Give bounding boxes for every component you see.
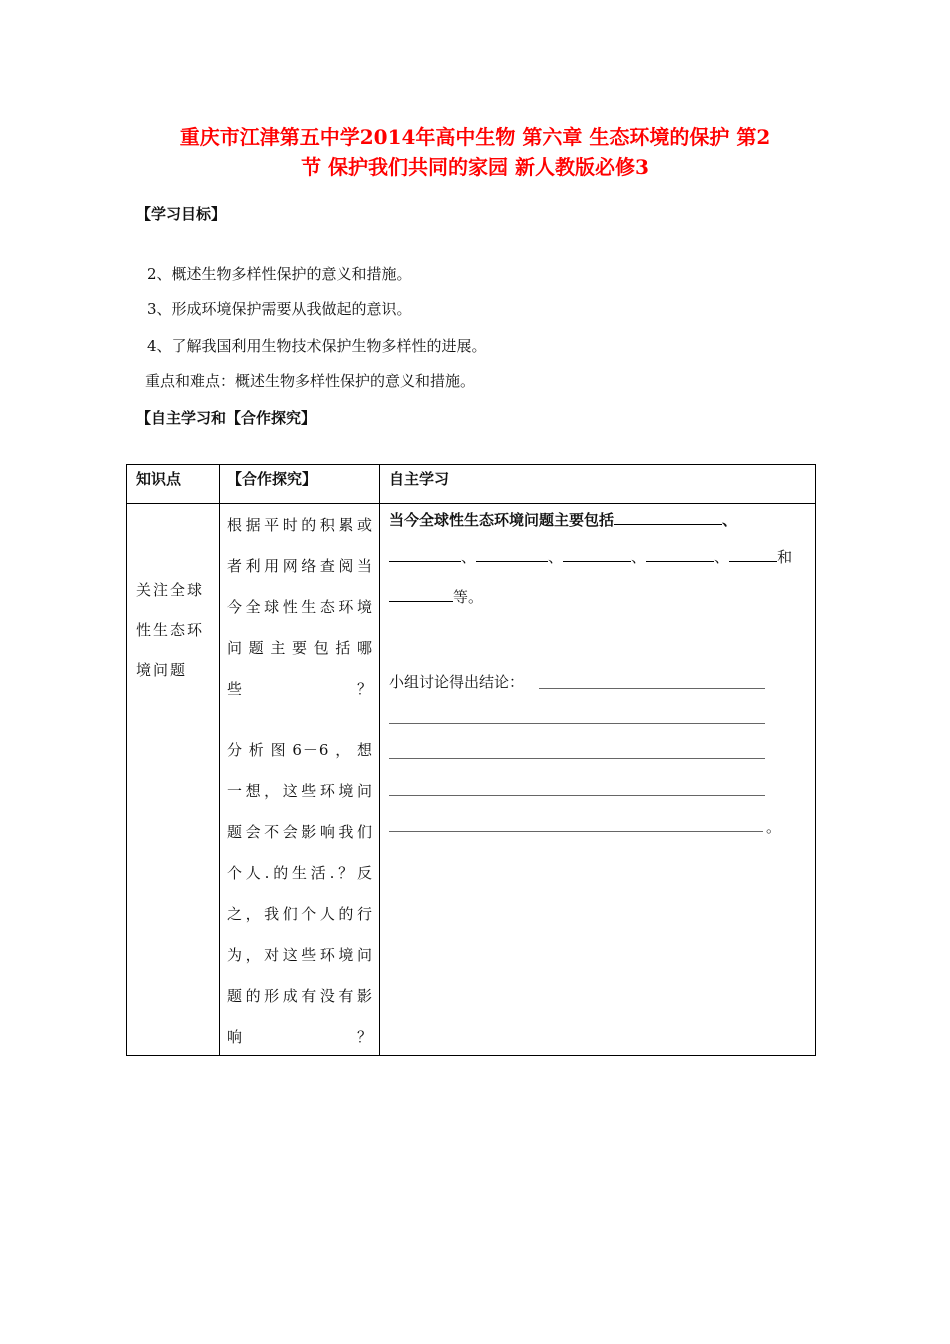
- cooperative-spacer: [227, 710, 373, 730]
- document-title: [100, 122, 850, 182]
- question-row: [389, 508, 737, 530]
- cooperative-line: 问题主要包括哪: [227, 639, 373, 657]
- header-cooperative: 【合作探究】: [227, 470, 318, 488]
- answer-line[interactable]: [389, 723, 765, 724]
- separator: 、: [714, 548, 730, 566]
- separator: 、: [548, 548, 564, 566]
- topic-line: 性生态环: [136, 621, 205, 639]
- objectives-heading: 【学习目标】: [136, 205, 227, 223]
- answer-blank[interactable]: [729, 545, 777, 562]
- objective-item: 3、形成环境保护需要从我做起的意识。: [147, 300, 412, 318]
- header-knowledge-point: 知识点: [136, 470, 182, 488]
- answer-line[interactable]: [389, 758, 765, 759]
- objective-item: 2、概述生物多样性保护的意义和措施。: [147, 265, 412, 283]
- answer-blank[interactable]: [563, 545, 631, 562]
- column-divider: [379, 465, 380, 1055]
- cooperative-line: 一想，这些环境问: [227, 782, 373, 800]
- cooperative-cell: [227, 505, 373, 1058]
- separator: 、: [461, 548, 477, 566]
- answer-line[interactable]: [389, 831, 763, 832]
- answer-line[interactable]: [539, 688, 765, 689]
- question-text: 当今全球性生态环境问题主要包括: [389, 511, 615, 529]
- blanks-row: [389, 545, 792, 567]
- cooperative-line: 题会不会影响我们: [227, 823, 373, 841]
- cooperative-line: 之，我们个人的行: [227, 905, 373, 923]
- answer-blank[interactable]: [389, 545, 461, 562]
- study-heading: 【自主学习和【合作探究】: [136, 409, 317, 427]
- discussion-label: 小组讨论得出结论：: [389, 673, 525, 691]
- cooperative-line: 些？: [227, 680, 373, 698]
- answer-blank[interactable]: [389, 585, 453, 602]
- title-line-1: 重庆市江津第五中学2014年高中生物 第六章 生态环境的保护 第2: [179, 125, 771, 149]
- cooperative-line: 响？: [227, 1028, 373, 1046]
- cooperative-line: 者利用网络查阅当: [227, 557, 373, 575]
- answer-line[interactable]: [389, 795, 765, 796]
- separator: 、: [722, 511, 738, 529]
- cooperative-line: 为，对这些环境问: [227, 946, 373, 964]
- topic-line: 关注全球: [136, 581, 205, 599]
- final-period: 。: [766, 818, 782, 836]
- objective-item: 4、了解我国利用生物技术保护生物多样性的进展。: [147, 337, 487, 355]
- answer-blank[interactable]: [614, 508, 722, 525]
- end-text: 等。: [453, 588, 484, 606]
- header-divider: [127, 503, 815, 504]
- cooperative-text: [227, 505, 373, 1058]
- blanks-row-end: [389, 585, 483, 607]
- title-line-2: 节 保护我们共同的家园 新人教版必修3: [301, 155, 649, 179]
- separator: 、: [631, 548, 647, 566]
- cooperative-line: 个人.的生活.？反: [227, 864, 373, 882]
- topic-cell: [136, 570, 214, 690]
- column-divider: [219, 465, 220, 1055]
- key-points: 重点和难点：概述生物多样性保护的意义和措施。: [145, 372, 476, 390]
- cooperative-line: 根据平时的积累或: [227, 516, 373, 534]
- cooperative-line: 分析图6－6，想: [227, 741, 373, 759]
- and-word: 和: [777, 548, 793, 566]
- cooperative-line: 题的形成有没有影: [227, 987, 373, 1005]
- cooperative-line: 今全球性生态环境: [227, 598, 373, 616]
- answer-blank[interactable]: [476, 545, 548, 562]
- topic-line: 境问题: [136, 661, 188, 679]
- answer-blank[interactable]: [646, 545, 714, 562]
- study-table: [126, 464, 816, 1056]
- header-self-study: 自主学习: [389, 470, 450, 488]
